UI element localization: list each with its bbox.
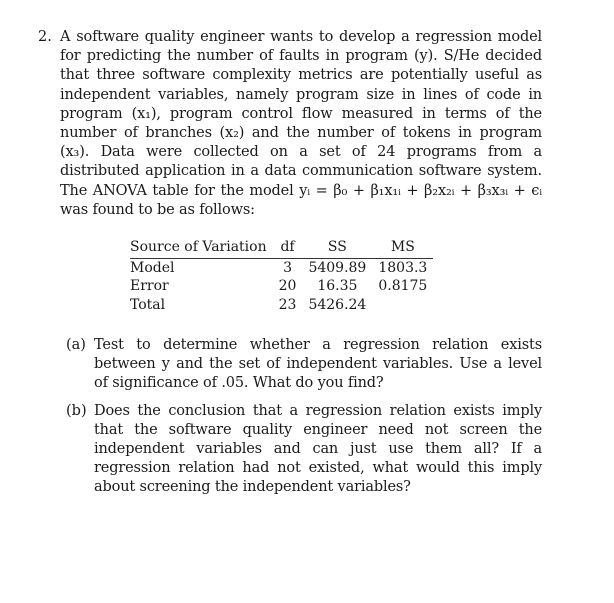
anova-row-error <box>130 277 433 296</box>
anova-cell-ms: 1803.3 <box>378 259 428 276</box>
problem-intro: A software quality engineer wants to develop a regression model for predicting the number of faults in program (y). S/He decided that three software complexity metrics are potentially useful as independent variables, namely program size in lines of code in program (x₁), program control flow measured in terms of the number of branches (x₂) and the number of tokens in program (x₃). Data were collected on a set of 24 programs from a distributed application in a data communication software system. The ANOVA table for the model yᵢ = β₀ + β₁x₁ᵢ + β₂x₂ᵢ + β₃x₃ᵢ + ϵᵢ was found to be as follows: <box>60 29 542 218</box>
subpart-b <box>66 402 542 498</box>
anova-cell-source: Model <box>130 259 175 276</box>
anova-header-row <box>130 238 433 258</box>
anova-cell-ss: 5409.89 <box>308 259 367 276</box>
anova-header-source: Source of Variation <box>130 238 273 258</box>
anova-row-total <box>130 296 433 315</box>
anova-row-model <box>130 258 433 277</box>
anova-cell-ss: 5426.24 <box>308 296 367 313</box>
anova-table <box>130 238 433 314</box>
anova-cell-df: 3 <box>283 259 292 276</box>
subpart-label: (b) <box>66 402 87 419</box>
anova-cell-ms <box>372 296 433 315</box>
anova-header-df: df <box>273 238 303 258</box>
problem-number: 2. <box>38 29 52 45</box>
problem-body <box>38 28 542 220</box>
subpart-text: Does the conclusion that a regression relation exists imply that the software quality engineer need not screen the independent variables and can just use them all? If a regression relation had not existed, what would this imply about screening the independent variables? <box>94 402 542 496</box>
anova-cell-df: 20 <box>278 278 297 295</box>
subpart-label: (a) <box>66 337 86 354</box>
subparts-list <box>38 336 542 498</box>
anova-cell-source: Error <box>130 278 169 295</box>
anova-cell-ss: 16.35 <box>317 278 358 295</box>
anova-header-ss: SS <box>302 238 372 258</box>
subpart-text: Test to determine whether a regression relation exists between y and the set of independent variables. Use a level of significance of .05. What do you find? <box>94 337 542 392</box>
anova-cell-source: Total <box>130 296 166 313</box>
subpart-a <box>66 336 542 394</box>
anova-cell-df: 23 <box>278 296 297 313</box>
anova-header-ms: MS <box>372 238 433 258</box>
anova-cell-ms: 0.8175 <box>378 278 428 295</box>
problem-statement <box>60 28 542 220</box>
problem-2 <box>38 28 542 506</box>
